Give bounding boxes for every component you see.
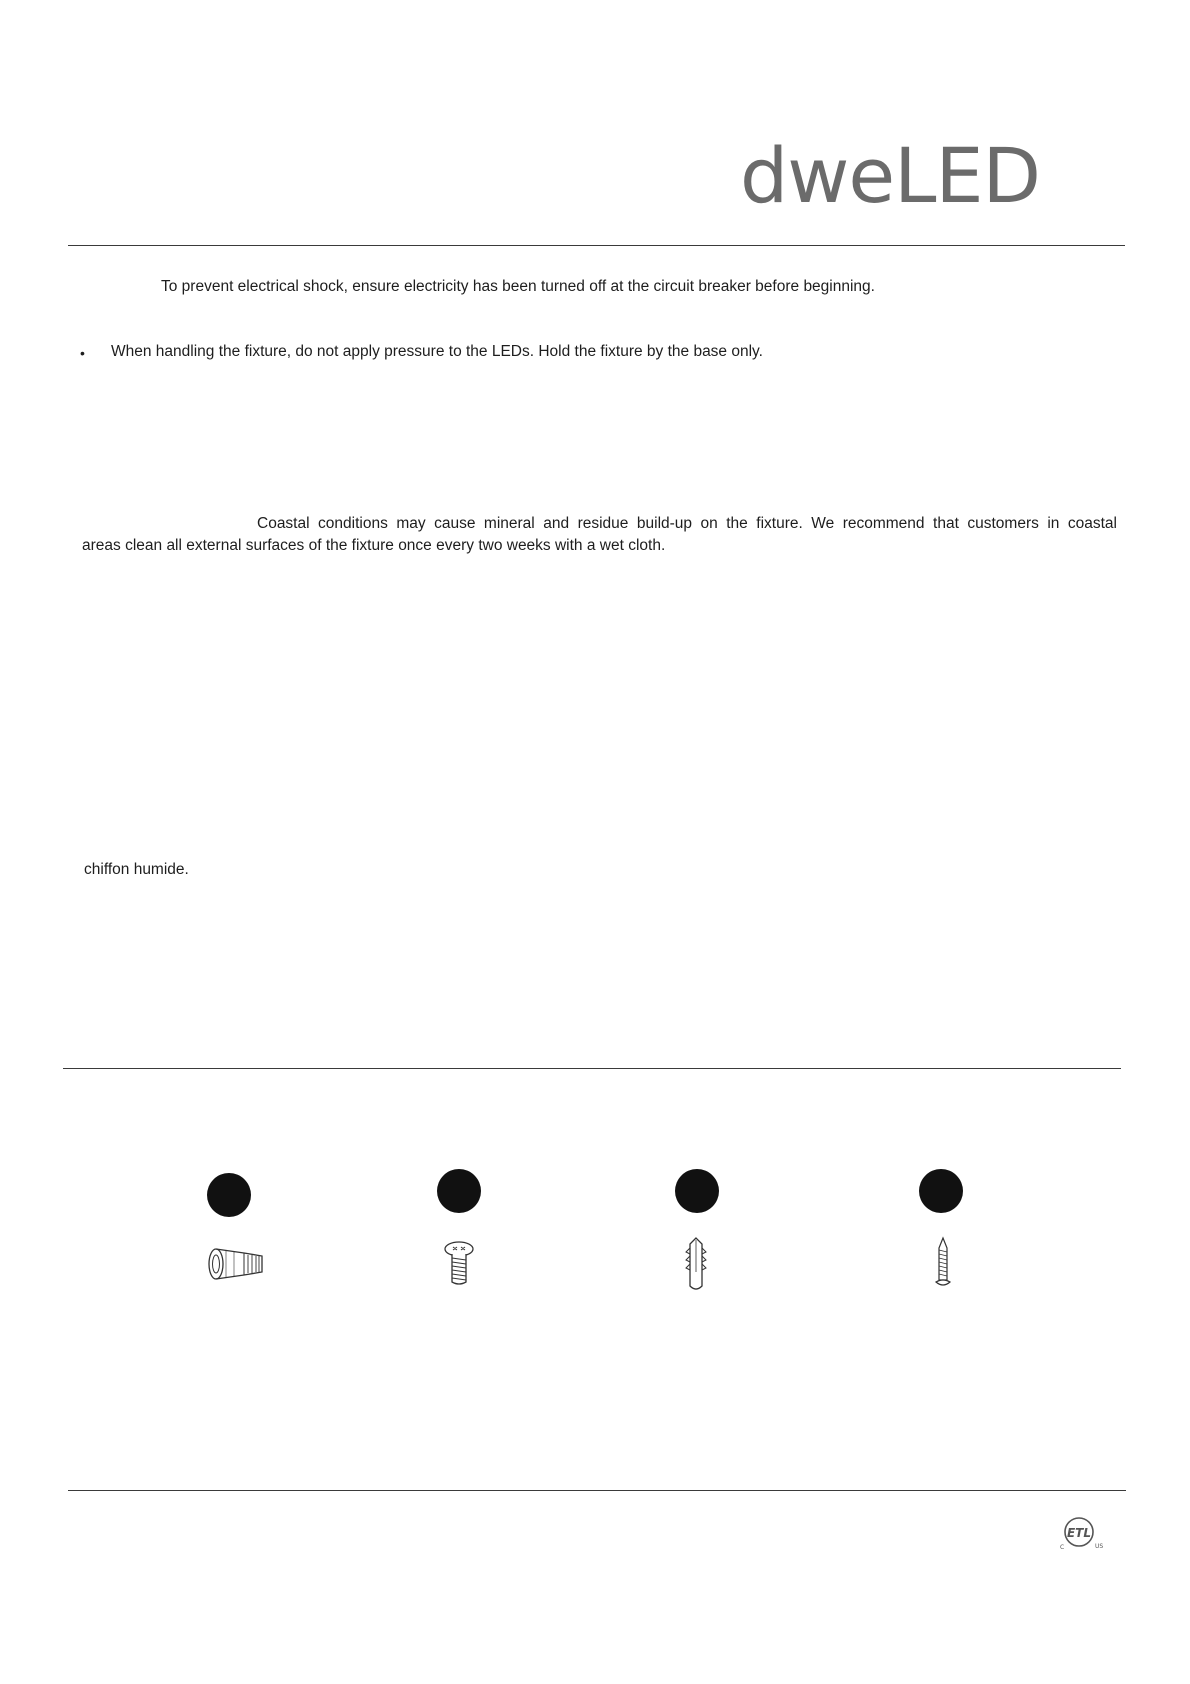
hardware-marker-d — [919, 1169, 963, 1213]
flat-head-screw-icon — [443, 1240, 475, 1286]
electrical-warning-text: To prevent electrical shock, ensure electricity has been turned off at the circuit breaker before beginning. — [161, 278, 875, 295]
bottom-divider — [68, 1490, 1126, 1491]
top-divider — [68, 245, 1125, 246]
bullet-marker: • — [80, 345, 85, 361]
etl-certification-mark — [1055, 1514, 1109, 1557]
coastal-warning-line-1: Coastal conditions may cause mineral and residue build-up on the fixture. We recommend that customers in coastal — [257, 515, 1117, 532]
middle-divider — [63, 1068, 1121, 1069]
coastal-warning-line-2: areas clean all external surfaces of the fixture once every two weeks with a wet cloth. — [82, 537, 666, 554]
wire-nut-icon — [206, 1246, 264, 1282]
wood-screw-icon — [933, 1236, 953, 1292]
wall-anchor-icon — [684, 1236, 708, 1292]
svg-text:US: US — [1095, 1543, 1104, 1550]
handling-note: When handling the fixture, do not apply pressure to the LEDs. Hold the fixture by the base only. — [111, 343, 763, 360]
french-text-fragment: chiffon humide. — [84, 861, 189, 878]
etl-letters: ETL — [1066, 1526, 1092, 1540]
hardware-marker-b — [437, 1169, 481, 1213]
svg-text:C: C — [1060, 1544, 1065, 1551]
brand-logo: dweLED — [739, 131, 1040, 220]
hardware-marker-c — [675, 1169, 719, 1213]
hardware-marker-a — [207, 1173, 251, 1217]
